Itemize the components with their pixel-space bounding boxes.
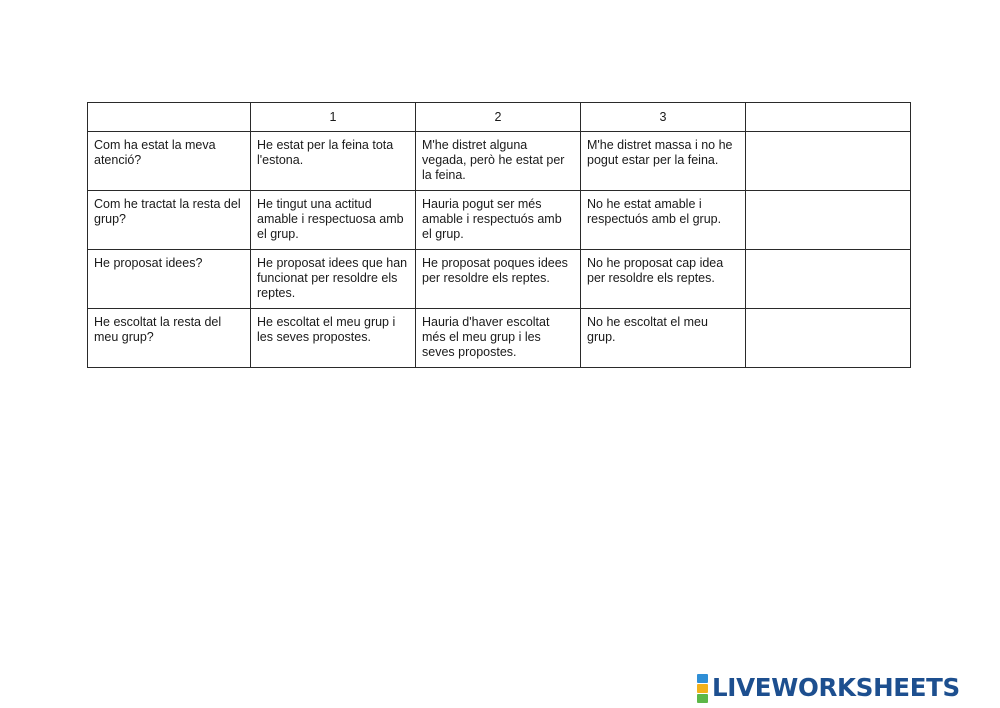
answer-cell[interactable] — [746, 250, 911, 309]
table-row — [88, 250, 911, 309]
level-1-cell: He tingut una actitud amable i respectuosa amb el grup. — [251, 191, 416, 250]
level-1-cell: He proposat idees que han funcionat per resoldre els reptes. — [251, 250, 416, 309]
question-cell: Com ha estat la meva atenció? — [88, 132, 251, 191]
level-2-cell: Hauria d'haver escoltat més el meu grup i les seves propostes. — [416, 309, 581, 368]
table-row — [88, 132, 911, 191]
logo-mark-icon — [697, 674, 708, 703]
answer-cell[interactable] — [746, 309, 911, 368]
question-cell: He escoltat la resta del meu grup? — [88, 309, 251, 368]
level-2-cell: He proposat poques idees per resoldre els reptes. — [416, 250, 581, 309]
level-3-cell: M'he distret massa i no he pogut estar per la feina. — [581, 132, 746, 191]
level-1-cell: He estat per la feina tota l'estona. — [251, 132, 416, 191]
logo-block-yellow — [697, 684, 708, 693]
level-3-cell: No he estat amable i respectuós amb el grup. — [581, 191, 746, 250]
level-3-cell: No he escoltat el meu grup. — [581, 309, 746, 368]
level-3-cell: No he proposat cap idea per resoldre els reptes. — [581, 250, 746, 309]
table-row — [88, 191, 911, 250]
answer-cell[interactable] — [746, 191, 911, 250]
header-cell-level-1: 1 — [251, 103, 416, 132]
logo-block-green — [697, 694, 708, 703]
header-row — [88, 103, 911, 132]
question-cell: Com he tractat la resta del grup? — [88, 191, 251, 250]
answer-cell[interactable] — [746, 132, 911, 191]
logo-block-blue — [697, 674, 708, 683]
self-assessment-rubric-table — [87, 102, 911, 368]
level-2-cell: Hauria pogut ser més amable i respectuós amb el grup. — [416, 191, 581, 250]
question-cell: He proposat idees? — [88, 250, 251, 309]
header-cell-level-2: 2 — [416, 103, 581, 132]
header-cell-level-3: 3 — [581, 103, 746, 132]
header-cell-answer — [746, 103, 911, 132]
logo-text: LIVEWORKSHEETS — [712, 673, 960, 702]
liveworksheets-logo — [697, 672, 960, 704]
level-2-cell: M'he distret alguna vegada, però he estat per la feina. — [416, 132, 581, 191]
header-cell-empty — [88, 103, 251, 132]
table-row — [88, 309, 911, 368]
level-1-cell: He escoltat el meu grup i les seves propostes. — [251, 309, 416, 368]
